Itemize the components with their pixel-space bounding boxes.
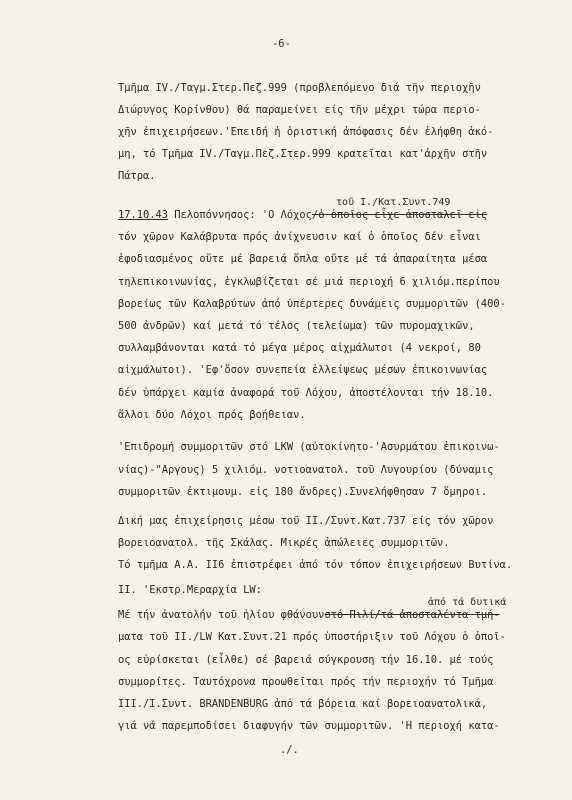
text-line: τόν χῶρον Καλάβρυτα πρός ἀνίχνευσιν καί ὁ ὁποῖος δέν εἶναι: [118, 231, 481, 243]
entry-lead-text: Πελοπόννησος: 'Ο Λόχος: [168, 209, 312, 221]
page-number: -6-: [272, 38, 291, 50]
text-line: δέν ὑπάρχει καμία ἀναφορά τοῦ Λόχου, ἀποστέλονται τήν 18.10.: [118, 387, 494, 399]
text-line: μη, τό Τμῆμα IV./Ταγμ.Πεζ.Στερ.999 κρατεῖται κατ'ἀρχῆν στῆν: [118, 148, 488, 160]
text-line: βορειοανατολ. τῆς Σκάλας. Μικρές ἀπώλειες συμμοριτῶν.: [118, 537, 450, 549]
text-line: Διώρυγος Κορίνθου) θά παραμείνει είς τῆν μέχρι τώρα περιο-: [118, 104, 481, 116]
text-line: συλλαμβάνονται κατά τό μέγα μέρος αἰχμάλωτοι (4 νεκροί, 80: [118, 342, 481, 354]
struck-text: στό Πιλί/τά ἀποσταλέντα τμή-: [324, 609, 500, 621]
text-line: ἐφοδιασμένος οὔτε μέ βαρειά ὅπλα οὔτε μέ τά ἀπαραίτητα μέσα: [118, 253, 488, 265]
text-line: τηλεπικοινωνίας, ἐγκλωβίζεται σέ μιά περιοχή 6 χιλιόμ.περίπου: [118, 276, 500, 288]
section-heading: II. 'Εκστρ.Μεραρχία LW:: [118, 584, 262, 596]
text-line: ματα τοῦ II./LW Κατ.Συντ.21 πρός ὑποστήριξιν τοῦ Λόχου ὁ ὁποῖ-: [118, 631, 506, 643]
text-line: γιά νά παρεμποδίσει διαφυγήν τῶν συμμοριτῶν. 'Η περιοχή κατα-: [118, 720, 500, 732]
continuation-mark: ./.: [280, 744, 299, 756]
text-line: ἄλλοι δύο Λόχοι πρός βοήθειαν.: [118, 409, 306, 421]
text-line: Τό τμῆμα Α.Α. ΙΙ6 ἐπιστρέφει ἀπό τόν τόπον ἐπιχειρήσεων Βυτίνα.: [118, 559, 513, 571]
entry-line: [118, 209, 487, 222]
text-line: Τμῆμα IV./Ταγμ.Στερ.Πεζ.999 (προβλεπόμενο διά τῆν περιοχῆν: [118, 82, 481, 94]
struck-text: /ὁ ὁποῖος εἶχε ἀποσταλεῖ εἰς: [311, 209, 488, 221]
text-line: χῆν ἐπιχειρήσεων.'Επειδή ἡ ὁριστική ἀπόφασις δέν ἐλήφθη ἀκό-: [118, 126, 494, 138]
text-line: III./I.Συντ. BRANDENBURG ἀπό τά βόρεια καί βορειοανατολικά,: [118, 698, 488, 710]
text-line: Πάτρα.: [118, 170, 156, 182]
text-line: συμμορίτες. Ταυτόχρονα προωθεῖται πρός τήν περιοχήν τό Τμῆμα: [118, 676, 494, 688]
text-line: νίας)-"Αργους) 5 χιλιόμ. νοτιοανατολ. τοῦ Λυγουρίου (δύναμις: [118, 464, 494, 476]
text-line: ος εὑρίσκεται (εἶλθε) σέ βαρειά σύγκρουση τήν 16.10. μέ τούς: [118, 654, 494, 666]
text-line: Δική μας ἐπιχείρησις μέσω τοῦ II./Συντ.Κατ.737 είς τόν χῶρον: [118, 515, 494, 527]
text-line: συμμοριτῶν ἐκτιμουμ. εἰς 180 ἄνδρες).Συνελήφθησαν 7 ὅμηροι.: [118, 486, 488, 498]
text-line: 500 ἀνδρῶν) καί μετά τό τέλος (τελείωμα) τῶν πυρομαχικῶν,: [118, 320, 475, 332]
text-line: [118, 609, 500, 622]
handwritten-insertion: τοῦ I./Κατ.Συντ.749: [336, 197, 451, 208]
text-line: βορείως τῶν Καλαβρύτων ἀπό ὑπέρτερες δυνάμεις συμμοριτῶν (400-: [118, 298, 506, 310]
entry-date: 17.10.43: [118, 209, 169, 221]
text-line: 'Επιδρομή συμμοριτῶν στό LKW (αὐτοκίνητο-'Ασυρμάτου ἐπικοινω-: [118, 441, 500, 453]
text-line: αἰχμάλωτοι). 'Εφ'ὅσον συνεπεία ἐλλείψεως μέσων ἐπικοινωνίας: [118, 364, 488, 376]
line-lead-text: Μέ τήν ἀνατολήν τοῦ ἡλίου φθάνουν: [118, 609, 325, 621]
handwritten-insertion: ἀπό τά δυτικά: [428, 597, 507, 608]
